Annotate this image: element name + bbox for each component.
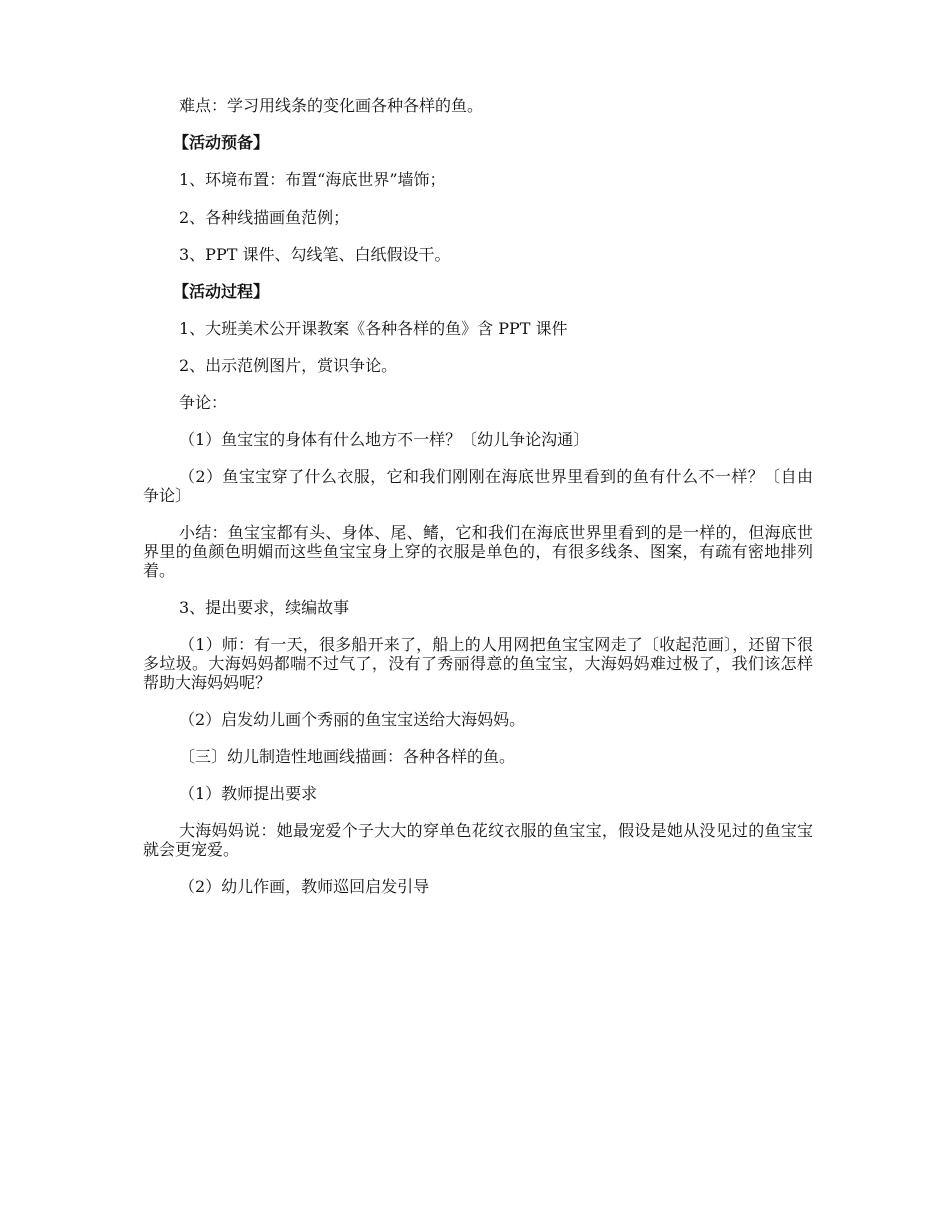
paragraph-difficulty: 难点：学习用线条的变化画各种各样的鱼。	[179, 96, 484, 115]
paragraph-mother-says: 大海妈妈说：她最宠爱个子大大的穿单色花纹衣服的鱼宝宝，假设是她从没见过的鱼宝宝就会更宠爱。	[143, 821, 813, 859]
section-heading-process: 【活动过程】	[173, 282, 270, 301]
paragraph-prep-3: 3、PPT 课件、勾线笔、白纸假设干。	[179, 245, 451, 264]
paragraph-inspire: （2）启发幼儿画个秀丽的鱼宝宝送给大海妈妈。	[179, 710, 526, 729]
paragraph-section-three: 〔三〕幼儿制造性地画线描画：各种各样的鱼。	[179, 747, 516, 766]
paragraph-question-1: （1）鱼宝宝的身体有什么地方不一样？〔幼儿争论沟通〕	[179, 430, 590, 449]
paragraph-story: （1）师：有一天，很多船开来了，船上的人用网把鱼宝宝网走了〔收起范画〕，还留下很多垃圾。大海妈妈都喘不过气了，没有了秀丽得意的鱼宝宝，大海妈妈难过极了，我们该怎样帮助大海妈妈呢？	[143, 635, 813, 692]
paragraph-discussion: 争论：	[179, 393, 228, 412]
paragraph-drawing: （2）幼儿作画，教师巡回启发引导	[179, 877, 430, 896]
paragraph-question-2: （2）鱼宝宝穿了什么衣服，它和我们刚刚在海底世界里看到的鱼有什么不一样？〔自由争论〕	[143, 467, 813, 505]
document-page	[143, 96, 813, 914]
paragraph-prep-2: 2、各种线描画鱼范例；	[179, 208, 350, 227]
paragraph-summary: 小结：鱼宝宝都有头、身体、尾、鳍，它和我们在海底世界里看到的是一样的，但海底世界里的鱼颜色明媚而这些鱼宝宝身上穿的衣服是单色的，有很多线条、图案，有疏有密地排列着。	[143, 523, 813, 580]
paragraph-prep-1: 1、环境布置：布置“海底世界”墙饰；	[179, 170, 446, 189]
paragraph-process-1: 1、大班美术公开课教案《各种各样的鱼》含 PPT 课件	[179, 319, 568, 338]
section-heading-preparation: 【活动预备】	[173, 133, 270, 152]
paragraph-process-3: 3、提出要求，续编故事	[179, 598, 350, 617]
paragraph-process-2: 2、出示范例图片，赏识争论。	[179, 356, 398, 375]
paragraph-teacher-request: （1）教师提出要求	[179, 784, 318, 803]
